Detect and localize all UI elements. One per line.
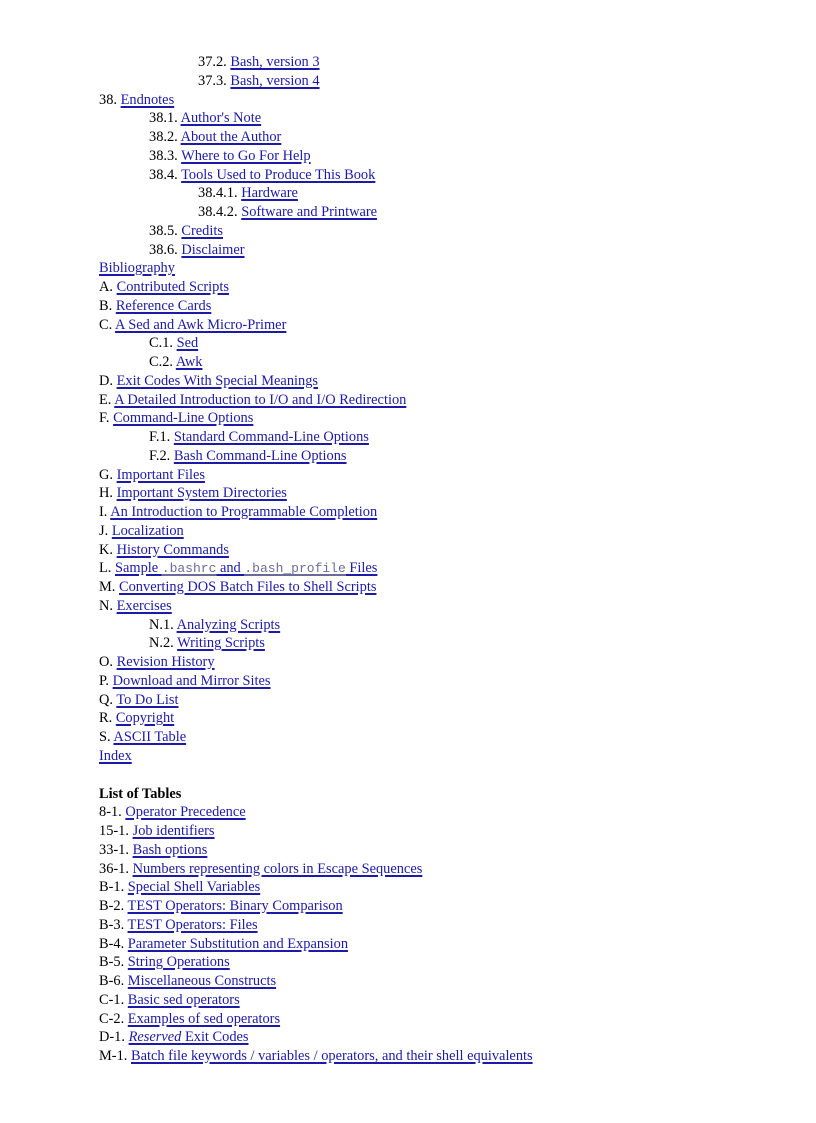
toc-entry-number: 38.4.: [149, 166, 178, 183]
toc-entry: [0, 184, 816, 203]
toc-link-about-the-author[interactable]: About the Author: [180, 129, 282, 145]
toc-link-localization[interactable]: Localization: [111, 522, 184, 539]
table-list-entry: [0, 803, 816, 822]
table-list-entry: [0, 822, 816, 841]
list-of-tables-heading: List of Tables: [99, 785, 182, 802]
table-list-entry: [0, 916, 816, 935]
toc-entry-number: 38.3.: [149, 147, 178, 164]
toc-link-software-and-printware[interactable]: Software and Printware: [241, 204, 378, 220]
table-link-emphasis: Reserved: [128, 1029, 182, 1046]
table-link-operator-precedence[interactable]: Operator Precedence: [125, 804, 246, 821]
toc-entry-number: 37.3.: [198, 72, 227, 89]
table-list-entry: [0, 953, 816, 972]
table-link-special-shell-variables[interactable]: Special Shell Variables: [127, 879, 261, 896]
table-number: 15-1.: [99, 823, 129, 839]
toc-entry: [0, 634, 816, 653]
toc-link-tools-used-to-produce-this-book[interactable]: Tools Used to Produce This Book: [181, 166, 376, 183]
toc-entry: [0, 297, 816, 316]
table-of-contents: [0, 53, 816, 766]
toc-link-a-detailed-introduction-to-i-o-and-i-o-redirection[interactable]: A Detailed Introduction to I/O and I/O Redirection: [114, 391, 407, 408]
toc-link-history-commands[interactable]: History Commands: [116, 541, 229, 558]
toc-entry-number: D.: [99, 372, 113, 389]
table-number: 8-1.: [99, 804, 122, 821]
table-list-entry: [0, 1047, 816, 1066]
toc-link-ascii-table[interactable]: ASCII Table: [113, 729, 187, 745]
toc-entry-number: J.: [99, 522, 109, 539]
toc-link-important-files[interactable]: Important Files: [116, 466, 205, 483]
spacer: [0, 766, 816, 785]
table-link-text: Exit Codes: [184, 1029, 249, 1046]
toc-link-sed[interactable]: Sed: [176, 335, 199, 352]
toc-entry-number: 38.5.: [149, 222, 178, 239]
toc-entry: [0, 259, 816, 278]
toc-entry-number: N.1.: [149, 616, 174, 633]
toc-entry: [0, 466, 816, 485]
toc-link-download-and-mirror-sites[interactable]: Download and Mirror Sites: [112, 672, 271, 689]
toc-link-bash-version-3[interactable]: Bash, version 3: [230, 54, 320, 70]
toc-link-part[interactable]: and: [216, 560, 245, 577]
toc-link-bash-command-line-options[interactable]: Bash Command-Line Options: [173, 447, 347, 464]
toc-link-credits[interactable]: Credits: [181, 222, 223, 239]
table-number: C-1.: [99, 991, 125, 1008]
list-of-tables: [0, 803, 816, 1066]
toc-entry: [0, 109, 816, 128]
table-list-entry: [0, 1028, 816, 1047]
table-number: B-2.: [99, 898, 125, 914]
table-list-entry: [0, 860, 816, 879]
toc-entry-number: F.1.: [149, 429, 171, 445]
table-link-miscellaneous-constructs[interactable]: Miscellaneous Constructs: [127, 973, 277, 989]
toc-link-converting-dos-batch-files-to-shell-scripts[interactable]: Converting DOS Batch Files to Shell Scripts: [119, 579, 377, 595]
toc-entry-number: P.: [99, 672, 110, 689]
toc-entry-number: M.: [99, 579, 116, 595]
toc-entry-number: E.: [99, 391, 112, 408]
table-list-entry: [0, 878, 816, 897]
toc-entry: [0, 166, 816, 185]
toc-link-a-sed-and-awk-micro-primer[interactable]: A Sed and Awk Micro-Primer: [115, 316, 287, 333]
toc-link-writing-scripts[interactable]: Writing Scripts: [177, 635, 265, 652]
table-link-bash-options[interactable]: Bash options: [132, 841, 208, 858]
toc-entry: [0, 91, 816, 110]
toc-entry: [0, 578, 816, 597]
toc-entry: [0, 72, 816, 91]
toc-entry-number: 38.4.1.: [198, 185, 238, 202]
toc-entry-number: 38.4.2.: [198, 204, 238, 220]
toc-link-exit-codes-with-special-meanings[interactable]: Exit Codes With Special Meanings: [116, 372, 319, 389]
table-link-string-operations[interactable]: String Operations: [127, 954, 230, 971]
toc-entry-number: R.: [99, 710, 113, 727]
toc-entry: [0, 522, 816, 541]
toc-entry: [0, 691, 816, 710]
toc-entry-number: Q.: [99, 691, 113, 708]
toc-link-reference-cards[interactable]: Reference Cards: [115, 297, 212, 314]
toc-entry: [0, 334, 816, 353]
toc-link-part[interactable]: .bash_profile: [244, 561, 346, 577]
toc-entry: [0, 653, 816, 672]
toc-entry: [0, 316, 816, 335]
toc-link-part[interactable]: .bashrc: [161, 561, 217, 577]
toc-entry-number: F.: [99, 410, 110, 427]
toc-entry: [0, 53, 816, 72]
toc-link-standard-command-line-options[interactable]: Standard Command-Line Options: [173, 429, 369, 445]
table-link-exit-codes[interactable]: [129, 1029, 249, 1045]
toc-entry: [0, 503, 816, 522]
toc-entry: [0, 222, 816, 241]
toc-entry: [0, 372, 816, 391]
toc-link-analyzing-scripts[interactable]: Analyzing Scripts: [176, 616, 281, 633]
toc-link-to-do-list[interactable]: To Do List: [116, 691, 179, 708]
table-link-numbers-representing-colors-in-escape-sequences[interactable]: Numbers representing colors in Escape Sequences: [132, 860, 423, 877]
toc-link-author-s-note[interactable]: Author's Note: [180, 110, 262, 127]
table-link-examples-of-sed-operators[interactable]: Examples of sed operators: [127, 1010, 281, 1027]
table-link-basic-sed-operators[interactable]: Basic sed operators: [127, 991, 240, 1008]
table-link-job-identifiers[interactable]: Job identifiers: [132, 823, 215, 839]
table-list-entry: [0, 972, 816, 991]
toc-entry-number: L.: [99, 560, 112, 577]
toc-entry-number: O.: [99, 654, 113, 670]
toc-link-copyright[interactable]: Copyright: [115, 710, 175, 727]
toc-entry: [0, 447, 816, 466]
table-link-batch-file-keywords-variables-operators-and-their-shell-equivalents[interactable]: Batch file keywords / variables / operators, and their shell equivalents: [131, 1048, 533, 1064]
toc-link-awk[interactable]: Awk: [175, 354, 203, 370]
toc-link-where-to-go-for-help[interactable]: Where to Go For Help: [181, 147, 311, 164]
table-number: B-5.: [99, 954, 125, 971]
toc-entry: [0, 241, 816, 260]
toc-entry: [0, 147, 816, 166]
toc-link-part[interactable]: Files: [345, 560, 378, 577]
toc-entry-number: C.2.: [149, 354, 173, 370]
toc-entry: [0, 616, 816, 635]
toc-entry: [0, 728, 816, 747]
table-number: D-1.: [99, 1029, 125, 1046]
table-number: B-4.: [99, 935, 125, 952]
toc-entry-number: 38.: [99, 91, 117, 108]
toc-entry-number: C.1.: [149, 335, 173, 352]
toc-entry: [0, 203, 816, 222]
table-link-parameter-substitution-and-expansion[interactable]: Parameter Substitution and Expansion: [127, 935, 349, 952]
table-list-entry: [0, 841, 816, 860]
toc-entry: [0, 559, 816, 578]
table-link-test-operators-binary-comparison[interactable]: TEST Operators: Binary Comparison: [127, 898, 343, 914]
toc-entry: [0, 278, 816, 297]
table-list-entry: [0, 897, 816, 916]
toc-link-bash-version-4[interactable]: Bash, version 4: [230, 72, 320, 89]
toc-link-index[interactable]: Index: [99, 747, 132, 764]
toc-entry: [0, 409, 816, 428]
toc-link-command-line-options[interactable]: Command-Line Options: [113, 410, 254, 427]
toc-entry: [0, 391, 816, 410]
toc-link-endnotes[interactable]: Endnotes: [120, 91, 175, 108]
toc-entry: [0, 484, 816, 503]
table-list-entry: [0, 991, 816, 1010]
table-number: C-2.: [99, 1010, 125, 1027]
toc-entry-number: 38.6.: [149, 241, 178, 258]
toc-entry: [0, 541, 816, 560]
toc-entry-number: F.2.: [149, 447, 171, 464]
toc-link-hardware[interactable]: Hardware: [241, 185, 298, 202]
toc-link-contributed-scripts[interactable]: Contributed Scripts: [116, 279, 229, 295]
table-link-test-operators-files[interactable]: TEST Operators: Files: [127, 916, 258, 933]
toc-entry-number: 38.1.: [149, 110, 178, 127]
toc-link-part[interactable]: Sample: [115, 560, 162, 577]
toc-link-disclaimer[interactable]: Disclaimer: [181, 241, 245, 258]
table-number: M-1.: [99, 1048, 128, 1064]
table-number: 33-1.: [99, 841, 129, 858]
toc-entry-number: B.: [99, 297, 113, 314]
toc-link-exercises[interactable]: Exercises: [116, 597, 172, 614]
toc-entry-number: K.: [99, 541, 113, 558]
toc-link-bibliography[interactable]: Bibliography: [99, 260, 175, 277]
toc-entry-number: A.: [99, 279, 113, 295]
toc-entry: [0, 597, 816, 616]
toc-entry: [0, 747, 816, 766]
table-number: 36-1.: [99, 860, 129, 877]
toc-entry: [0, 672, 816, 691]
toc-entry-number: C.: [99, 316, 113, 333]
toc-entry: [0, 709, 816, 728]
toc-link-important-system-directories[interactable]: Important System Directories: [116, 485, 287, 502]
toc-entry-number: 38.2.: [149, 129, 178, 145]
table-number: B-6.: [99, 973, 125, 989]
toc-entry-number: I.: [99, 504, 108, 520]
toc-entry: [0, 428, 816, 447]
toc-entry-number: N.2.: [149, 635, 174, 652]
toc-entry-number: S.: [99, 729, 111, 745]
toc-link-revision-history[interactable]: Revision History: [116, 654, 215, 670]
toc-entry: [0, 353, 816, 372]
table-number: B-1.: [99, 879, 125, 896]
toc-entry-number: H.: [99, 485, 113, 502]
table-list-entry: [0, 935, 816, 954]
toc-link-an-introduction-to-programmable-completion[interactable]: An Introduction to Programmable Completion: [110, 504, 378, 520]
toc-entry-number: G.: [99, 466, 113, 483]
toc-entry: [0, 128, 816, 147]
table-number: B-3.: [99, 916, 125, 933]
table-list-entry: [0, 1010, 816, 1029]
toc-entry-number: 37.2.: [198, 54, 227, 70]
toc-entry-number: N.: [99, 597, 113, 614]
